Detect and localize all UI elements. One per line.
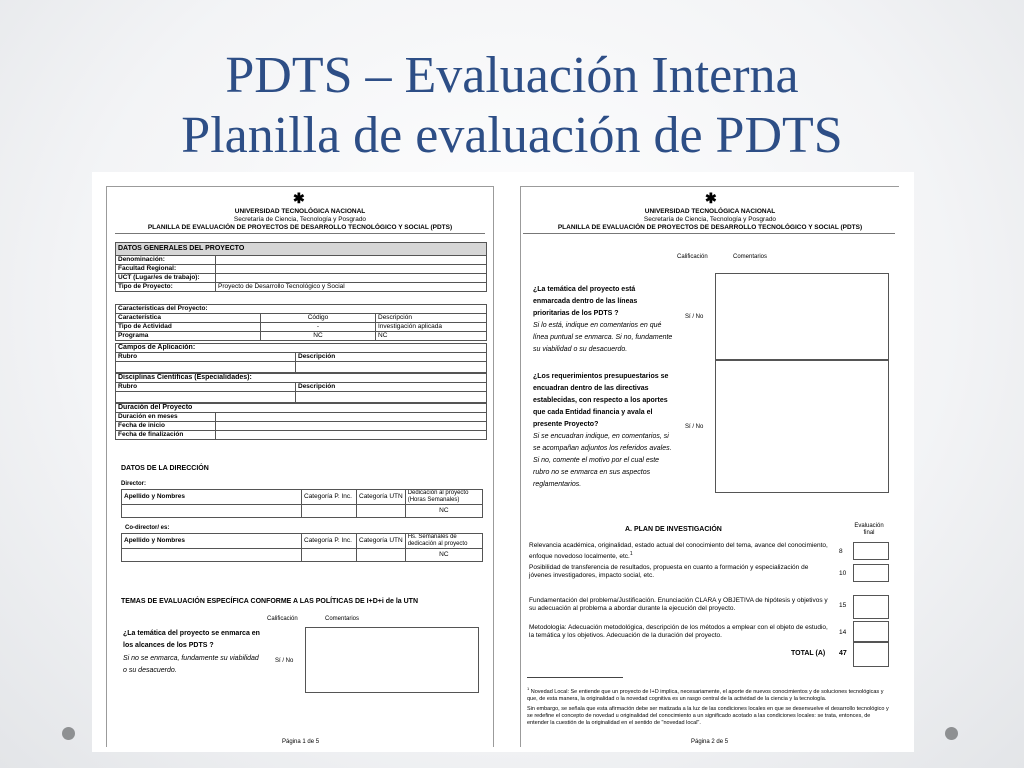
- q3-comentarios-box[interactable]: [715, 359, 889, 493]
- disciplinas-table: Disciplinas Científicas (Especialidades): Rubro Descripción: [115, 373, 487, 403]
- uct-field[interactable]: [216, 274, 487, 283]
- datos-generales-table: DATOS GENERALES DEL PROYECTO Denominación: Facultad Regional: UCT (Lugar/es de trabajo): Tipo de Proyecto: Proyecto de Desarrollo Tecnológico y Social: [115, 242, 487, 292]
- utn-crest-icon: ✱: [293, 190, 305, 206]
- fecha-fin-field[interactable]: [216, 431, 487, 440]
- page1-number: Página 1 de 5: [282, 739, 320, 745]
- director-cat-utn-field[interactable]: [357, 505, 406, 518]
- q2-text: ¿La temática del proyecto está enmarcada dentro de las líneas prioritarias de los PDTS ?: [533, 286, 638, 317]
- campos-table: Campos de Aplicación: Rubro Descripción: [115, 343, 487, 373]
- director-cat-inc-field[interactable]: [302, 505, 357, 518]
- criterion-1-box[interactable]: [853, 542, 889, 560]
- codirector-table: Apellido y Nombres Categoría P. Inc. Categoría UTN Hs. Semanales de dedicación al proyecto NC: [121, 533, 483, 562]
- q1-comentarios-box[interactable]: [305, 627, 479, 693]
- datos-generales-title: DATOS GENERALES DEL PROYECTO: [116, 243, 487, 256]
- q3-note: Si se encuadran indique, en comentarios, si se acompañan adjuntos los referidos avales. Si no, comente el motivo por el cual este rubro no se enmarca en sus aspectos reglamentarios.: [533, 433, 672, 488]
- criterion-3-box[interactable]: [853, 595, 889, 619]
- direccion-title: DATOS DE LA DIRECCIÓN: [121, 465, 209, 472]
- page-2: ✱ UNIVERSIDAD TECNOLÓGICA NACIONAL Secretaría de Ciencia, Tecnología y Posgrado PLANILLA DE EVALUACIÓN DE PROYECTOS DE DESARROLLO TECNOLÓGICO Y SOCIAL (PDTS) Calificación Comentarios ¿La temática del proyecto está enmarcada dentro de las líneas prioritarias de los PDTS ? Si lo está, indique en comentarios en qué línea puntual se enmarca. Si no, fundamente su viabilidad o su desacuerdo. Sí / No ¿Los requerimientos presupuestarios se encuadran dentro de las directivas establecidas, con respecto a los aportes que cada Entidad financia y avala el presente Proyecto? Si se encuadran indique, en comentarios, si se acompañan adjuntos los referidos avales. Si no, comente el motivo por el cual este rubro no se enmarca en sus aspectos reglamentarios. Sí / No A. PLAN DE INVESTIGACIÓN Evaluación final Relevancia académica, originalidad, estado actual del conocimiento del tema, avance del conocimiento, enfoque novedoso localmente, etc.$^1$ 8 Posibilidad de transferencia de resultados, propuesta en cuanto a formación y especialización de jóvenes investigadores, impacto social, etc. 10 Fundamentación del problema/Justificación. Enunciación CLARA y OBJETIVA de hipótesis y objetivos y su adecuación al problema a abordar durante la ejecución del proyecto. 15 Metodología: Adecuación metodológica, descripción de los métodos a emplear con el objeto de estudio, la temática y los objetivos. Adecuación de la duración del proyecto. 14 TOTAL (A) 47 $^1$ Novedad Local: Se entiende que un proyecto de I+D implica, necesariamente, el aporte de nuevos conocimientos y de soluciones tecnológicas y que, de esta manera, la originalidad o la novedad cognitiva es un rasgo central de la actividad de la ciencia y la tecnología. Sin embargo, se señala que esta afirmación debe ser matizada a la luz de las condiciones locales en que se desenvuelve el desarrollo tecnológico y se redefine el concepto de novedad u originalidad del conocimiento a un significado acotado a las condiciones locales: se trata, entonces, de entender la cuestión de la originalidad en el sentido de "novedad local". Página 2 de 5: [520, 186, 899, 747]
- codirector-nombre-field[interactable]: [122, 549, 302, 562]
- footnote-1: $^1$ Novedad Local: Se entiende que un proyecto de I+D implica, necesariamente, el aporte de nuevos conocimientos y de soluciones tecnológicas y que, de esta manera, la originalidad o la novedad cognitiva es un rasgo central de la actividad de la ciencia y la tecnología.: [527, 686, 884, 702]
- tipo-proyecto-value: Proyecto de Desarrollo Tecnológico y Social: [216, 283, 487, 292]
- q2-note: Si lo está, indique en comentarios en qué línea puntual se enmarca. Si no, fundamente su viabilidad o su desacuerdo.: [533, 322, 673, 353]
- campo-descripcion-field[interactable]: [296, 362, 487, 373]
- page-1: ✱ UNIVERSIDAD TECNOLÓGICA NACIONAL Secretaría de Ciencia, Tecnología y Posgrado PLANILLA DE EVALUACIÓN DE PROYECTOS DE DESARROLLO TECNOLÓGICO Y SOCIAL (PDTS) DATOS GENERALES DEL PROYECTO Denominación: Facultad Regional: UCT (Lugar/es de trabajo): Tipo de Proyecto: Proyecto de Desarrollo Tecnológico y Social Características del Proyecto: Característica Código Descripción Tipo de Actividad - Investigación aplicada Programa NC NC Campos de Aplicación: Rubro Descripción Disciplinas Científicas (Especialidades): Rubro Descripción Duración del Proyecto Duración en meses Fecha de inicio Fecha de finalización DATOS DE LA DIRECCIÓN Director: Apellido y Nombres Categoría P. Inc. Categoría UTN Dedicación al proyecto (Horas Semanales) NC Co-director/ es: Apellido y Nombres Categoría P. Inc. Categoría UTN Hs. Semanales de dedicación al proyecto NC TEMAS DE EVALUACIÓN ESPECÍFICA CONFORME A LAS POLÍTICAS DE I+D+i de la UTN Calificación Comentarios ¿La temática del proyecto se enmarca en los alcances de los PDTS ? Si no se enmarca, fundamente su viabilidad o su desacuerdo. Sí / No Página 1 de 5: [106, 186, 494, 747]
- footnote-2: Sin embargo, se señala que esta afirmación debe ser matizada a la luz de las condiciones locales en que se desenvuelve el desarrollo tecnológico y se redefine el concepto de novedad u originalidad del conocimiento a un significado acotado a las condiciones locales: se trata, entonces, de entender la cuestión de la originalidad en el sentido de "novedad local".: [527, 706, 889, 726]
- slide-title-line1: PDTS – Evaluación Interna: [225, 47, 799, 104]
- temas-title: TEMAS DE EVALUACIÓN ESPECÍFICA CONFORME A LAS POLÍTICAS DE I+D+i de la UTN: [121, 598, 419, 605]
- fecha-inicio-field[interactable]: [216, 422, 487, 431]
- criterion-4-box[interactable]: [853, 621, 889, 643]
- criterion-2-box[interactable]: [853, 564, 889, 582]
- caracteristicas-table: Características del Proyecto: Característica Código Descripción Tipo de Actividad - Investigación aplicada Programa NC NC: [115, 304, 487, 341]
- total-box[interactable]: [853, 641, 889, 667]
- plan-title: A. PLAN DE INVESTIGACIÓN: [625, 526, 722, 533]
- disciplina-rubro-field[interactable]: [116, 392, 296, 403]
- utn-crest-icon: ✱: [705, 190, 717, 206]
- criterion-4: Metodología: Adecuación metodológica, descripción de los métodos a emplear con el objeto de estudio, la temática y los objetivos. Adecuación de la duración del proyecto.: [529, 624, 828, 639]
- codirector-label: Co-director/ es:: [125, 525, 170, 531]
- university-name: UNIVERSIDAD TECNOLÓGICA NACIONAL: [234, 208, 366, 215]
- codirector-cat-utn-field[interactable]: [357, 549, 406, 562]
- total-label: TOTAL (A): [791, 650, 826, 657]
- criterion-2: Posibilidad de transferencia de resultados, propuesta en cuanto a formación y especialización de jóvenes investigadores, impacto social, etc.: [529, 564, 809, 579]
- duracion-table: Duración del Proyecto Duración en meses Fecha de inicio Fecha de finalización: [115, 403, 487, 440]
- slide-title-line2: Planilla de evaluación de PDTS: [181, 107, 843, 164]
- planilla-title: PLANILLA DE EVALUACIÓN DE PROYECTOS DE DESARROLLO TECNOLÓGICO Y SOCIAL (PDTS): [147, 224, 453, 231]
- criterion-1: Relevancia académica, originalidad, estado actual del conocimiento del tema, avance del conocimiento, enfoque novedoso localmente, etc.$^1$: [529, 542, 828, 561]
- denominacion-field[interactable]: [216, 256, 487, 265]
- director-label: Director:: [121, 481, 147, 487]
- page2-number: Página 2 de 5: [691, 739, 729, 745]
- campo-rubro-field[interactable]: [116, 362, 296, 373]
- total-value: 47: [839, 650, 847, 657]
- q1-text: ¿La temática del proyecto se enmarca en los alcances de los PDTS ?: [123, 630, 260, 649]
- slide-bullet-dot-right: [945, 727, 958, 740]
- facultad-field[interactable]: [216, 265, 487, 274]
- q1-sino: Sí / No: [275, 658, 294, 664]
- director-nombre-field[interactable]: [122, 505, 302, 518]
- slide-bullet-dot-left: [62, 727, 75, 740]
- q2-comentarios-box[interactable]: [715, 273, 889, 361]
- q3-text: ¿Los requerimientos presupuestarios se encuadran dentro de las directivas establecidas, con respecto a los aportes que cada Entidad financia y avala el presente Proyecto?: [533, 373, 669, 428]
- duracion-meses-field[interactable]: [216, 413, 487, 422]
- criterion-3: Fundamentación del problema/Justificación. Enunciación CLARA y OBJETIVA de hipótesis y objetivos y su adecuación al problema a abordar durante la ejecución del proyecto.: [529, 597, 828, 612]
- document-image: [92, 172, 914, 752]
- q1-note: Si no se enmarca, fundamente su viabilidad o su desacuerdo.: [123, 655, 259, 674]
- codirector-cat-inc-field[interactable]: [302, 549, 357, 562]
- secretaria-name: Secretaría de Ciencia, Tecnología y Posgrado: [233, 216, 367, 223]
- director-table: Apellido y Nombres Categoría P. Inc. Categoría UTN Dedicación al proyecto (Horas Semanales) NC: [121, 489, 483, 518]
- disciplina-descripcion-field[interactable]: [296, 392, 487, 403]
